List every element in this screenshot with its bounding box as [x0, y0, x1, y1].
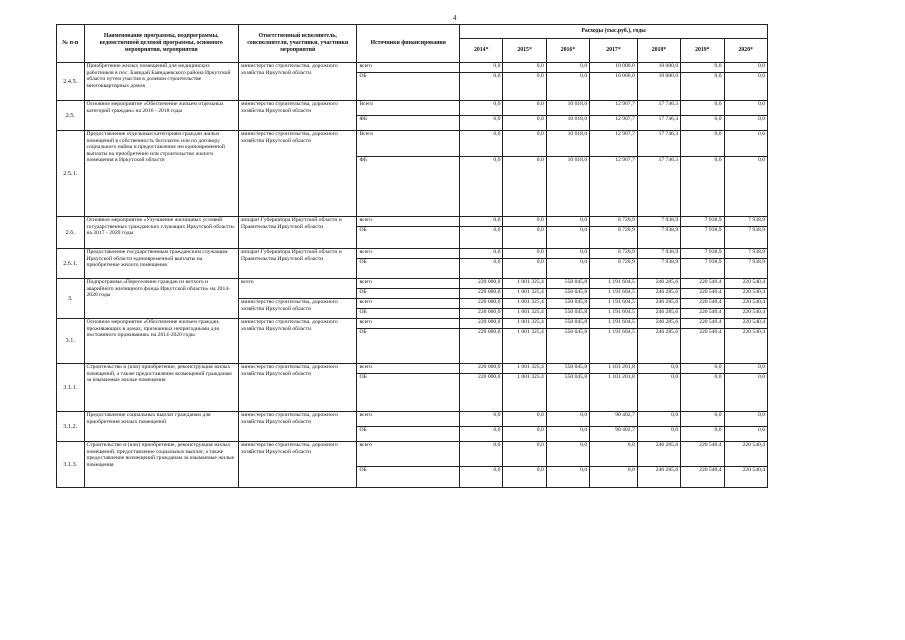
row-value: 1 191 604,5	[590, 319, 638, 329]
row-source: всего	[357, 412, 460, 427]
row-name: Приобретение жилых помещений для медицинских работников в пос. Баяндай Баяндаевского района Иркутской области путем участия в долевом строительстве многоквартирных домов	[84, 63, 238, 101]
table-row	[57, 319, 768, 329]
row-value: 1 001 325,4	[503, 364, 546, 374]
row-value: 550 045,8	[546, 374, 589, 412]
row-value: 220 540,4	[724, 319, 767, 329]
row-value: 17 746,3	[637, 116, 680, 131]
row-value: 220 540,4	[724, 279, 767, 289]
row-value: 0,0	[460, 442, 503, 467]
row-value: 0,0	[460, 101, 503, 116]
row-value: 246 285,6	[637, 299, 680, 309]
row-source: всего	[357, 279, 460, 289]
row-responsible: всего	[238, 279, 356, 299]
row-value: 1 191 604,5	[590, 299, 638, 309]
row-value: 0,0	[503, 227, 546, 249]
row-value: 0,0	[460, 157, 503, 217]
row-value: 246 285,6	[637, 442, 680, 467]
row-value: 246 285,6	[637, 309, 680, 319]
row-value: 7 938,9	[724, 259, 767, 279]
row-source: всего	[357, 364, 460, 374]
row-value: 0,0	[724, 101, 767, 116]
row-source: ОБ	[357, 227, 460, 249]
row-value: 246 285,6	[637, 319, 680, 329]
row-source: ФБ	[357, 116, 460, 131]
row-value: 0,0	[546, 217, 589, 227]
table-row	[57, 217, 768, 227]
row-value: 0,0	[590, 442, 638, 467]
header-year: 2020*	[724, 39, 767, 63]
row-value: 0,0	[503, 157, 546, 217]
row-code: 3.	[57, 279, 85, 319]
row-value: 246 285,6	[637, 289, 680, 299]
row-value: 220 540,4	[724, 289, 767, 299]
row-name: Основное мероприятие «Обеспечение жильем граждан, проживающих в домах, признанных непригодными для постоянного проживания» на 2014-2020 годы	[84, 319, 238, 364]
row-value: 220 540,4	[681, 319, 724, 329]
row-value: 0,0	[681, 63, 724, 73]
row-value: 220 540,4	[681, 442, 724, 467]
row-value: 1 101 201,8	[590, 364, 638, 374]
row-value: 0,0	[503, 131, 546, 157]
row-value: 0,0	[546, 259, 589, 279]
row-value: 0,0	[546, 427, 589, 442]
row-value: 0,0	[681, 412, 724, 427]
row-source: Всего	[357, 131, 460, 157]
row-code: 2.5.1.	[57, 131, 85, 217]
row-value: 550 045,8	[546, 364, 589, 374]
row-value: 0,0	[590, 467, 638, 488]
row-source: всего	[357, 63, 460, 73]
row-value: 7 938,9	[637, 217, 680, 227]
row-value: 0,0	[460, 259, 503, 279]
row-name: Строительство и (или) приобретение, реконструкция жилых помещений, предоставление социальных выплат, а также предоставление возмещений гражданам за изымаемые жилые помещения	[84, 442, 238, 488]
row-value: 12 907,7	[590, 101, 638, 116]
row-value: 0,0	[724, 63, 767, 73]
table-row	[57, 101, 768, 116]
row-value: 0,0	[460, 427, 503, 442]
row-value: 0,0	[503, 116, 546, 131]
row-value: 1 001 325,4	[503, 329, 546, 364]
row-value: 550 045,8	[546, 319, 589, 329]
row-value: 0,0	[637, 427, 680, 442]
row-value: 0,0	[637, 374, 680, 412]
row-value: 220 540,4	[681, 467, 724, 488]
row-code: 3.1.	[57, 319, 85, 364]
row-value: 1 001 325,4	[503, 319, 546, 329]
row-source: ОБ	[357, 309, 460, 319]
row-code: 3.1.1.	[57, 364, 85, 412]
row-value: 0,0	[546, 63, 589, 73]
row-value: 0,0	[460, 131, 503, 157]
row-value: 0,0	[503, 467, 546, 488]
row-value: 246 285,6	[637, 467, 680, 488]
row-value: 1 001 325,4	[503, 299, 546, 309]
row-value: 220 540,4	[681, 279, 724, 289]
row-value: 0,0	[503, 63, 546, 73]
row-value: 0,0	[724, 427, 767, 442]
row-value: 1 191 604,5	[590, 329, 638, 364]
row-value: 0,0	[681, 73, 724, 101]
header-source: Источники финансирования	[357, 25, 460, 63]
row-value: 0,0	[546, 412, 589, 427]
row-code: 3.1.3.	[57, 442, 85, 488]
row-value: 220 000,0	[460, 329, 503, 364]
row-value: 0,0	[681, 374, 724, 412]
row-value: 1 191 604,5	[590, 309, 638, 319]
row-value: 0,0	[681, 364, 724, 374]
row-name: Предоставление социальных выплат гражданам для приобретения жилых помещений	[84, 412, 238, 442]
row-value: 0,0	[503, 427, 546, 442]
row-value: 8 720,9	[590, 217, 638, 227]
row-name: Основное мероприятие «Обеспечение жильем отдельных категорий граждан» на 2016 - 2018 годы	[84, 101, 238, 131]
row-value: 550 045,8	[546, 309, 589, 319]
row-value: 0,0	[546, 227, 589, 249]
row-value: 220 000,0	[460, 299, 503, 309]
row-value: 0,0	[681, 131, 724, 157]
row-responsible: министерство строительства, дорожного хозяйства Иркутской области	[238, 63, 356, 101]
row-value: 1 001 325,4	[503, 309, 546, 319]
row-responsible: министерство строительства, дорожного хозяйства Иркутской области	[238, 442, 356, 488]
row-value: 8 720,9	[590, 227, 638, 249]
row-value: 550 045,8	[546, 299, 589, 309]
row-value: 1 191 604,5	[590, 289, 638, 299]
row-value: 17 746,3	[637, 101, 680, 116]
row-source: всего	[357, 299, 460, 309]
row-value: 0,0	[460, 217, 503, 227]
page-number: 4	[453, 14, 457, 22]
row-responsible: аппарат Губернатора Иркутской области и Правительства Иркутской области	[238, 217, 356, 249]
header-name: Наименование программы, подпрограммы, ведомственной целевой программы, основного мероприятия, мероприятия	[84, 25, 238, 63]
row-source: ОБ	[357, 374, 460, 412]
row-value: 12 907,7	[590, 131, 638, 157]
row-value: 0,0	[724, 73, 767, 101]
row-value: 220 000,0	[460, 364, 503, 374]
row-value: 246 285,6	[637, 329, 680, 364]
row-value: 220 540,4	[724, 442, 767, 467]
row-value: 1 191 604,5	[590, 279, 638, 289]
row-value: 0,0	[460, 412, 503, 427]
row-value: 0,0	[460, 116, 503, 131]
row-value: 0,0	[503, 217, 546, 227]
row-code: 2.4.5.	[57, 63, 85, 101]
header-year: 2015*	[503, 39, 546, 63]
row-value: 1 001 325,4	[503, 289, 546, 299]
row-value: 10 000,0	[590, 73, 638, 101]
row-value: 220 000,0	[460, 289, 503, 299]
row-value: 8 720,9	[590, 259, 638, 279]
row-value: 0,0	[460, 63, 503, 73]
row-value: 7 938,9	[681, 227, 724, 249]
row-value: 0,0	[503, 73, 546, 101]
row-value: 7 938,9	[724, 217, 767, 227]
row-value: 1 101 201,8	[590, 374, 638, 412]
row-source: Всего	[357, 101, 460, 116]
row-source: всего	[357, 442, 460, 467]
row-value: 220 000,0	[460, 319, 503, 329]
row-value: 12 907,7	[590, 157, 638, 217]
row-value: 0,0	[637, 364, 680, 374]
expenses-table	[56, 24, 768, 488]
row-code: 3.1.2.	[57, 412, 85, 442]
row-value: 0,0	[681, 157, 724, 217]
row-source: ОБ	[357, 289, 460, 299]
row-code: 2.6.	[57, 217, 85, 249]
row-value: 0,0	[681, 427, 724, 442]
row-source: ОБ	[357, 427, 460, 442]
row-value: 0,0	[460, 249, 503, 259]
row-value: 10 018,0	[546, 157, 589, 217]
row-value: 10 000,0	[590, 63, 638, 73]
row-value: 10 018,0	[546, 131, 589, 157]
row-name: Подпрограмма «Переселение граждан из ветхого и аварийного жилищного фонда Иркутской области» на 2014-2020 годы	[84, 279, 238, 319]
header-expenses: Расходы (тыс.руб.), годы	[460, 25, 768, 39]
header-year: 2019*	[681, 39, 724, 63]
row-value: 90 402,7	[590, 412, 638, 427]
row-value: 0,0	[503, 101, 546, 116]
row-source: ОБ	[357, 329, 460, 364]
row-value: 220 000,0	[460, 374, 503, 412]
row-value: 17 746,3	[637, 157, 680, 217]
header-year: 2016*	[546, 39, 589, 63]
row-source: ОБ	[357, 467, 460, 488]
row-value: 10 018,0	[546, 116, 589, 131]
row-value: 550 045,8	[546, 329, 589, 364]
header-num: № п-п	[57, 25, 85, 63]
row-value: 220 540,4	[681, 299, 724, 309]
row-value: 220 540,4	[681, 329, 724, 364]
row-value: 7 938,9	[637, 227, 680, 249]
row-value: 550 045,8	[546, 289, 589, 299]
row-source: всего	[357, 217, 460, 227]
row-value: 0,0	[460, 227, 503, 249]
table-row	[57, 63, 768, 73]
row-source: всего	[357, 249, 460, 259]
row-responsible: министерство строительства, дорожного хозяйства Иркутской области	[238, 364, 356, 412]
row-value: 0,0	[724, 116, 767, 131]
row-code: 2.6.1.	[57, 249, 85, 279]
row-value: 90 402,7	[590, 427, 638, 442]
header-year: 2017*	[590, 39, 638, 63]
row-value: 0,0	[460, 73, 503, 101]
row-value: 220 540,4	[724, 329, 767, 364]
row-value: 10 000,0	[637, 73, 680, 101]
row-value: 17 746,3	[637, 131, 680, 157]
table-row	[57, 364, 768, 374]
table-row	[57, 131, 768, 157]
row-value: 10 018,0	[546, 101, 589, 116]
header-year: 2014*	[460, 39, 503, 63]
row-value: 7 938,9	[681, 249, 724, 259]
row-value: 220 000,0	[460, 279, 503, 289]
row-value: 7 938,9	[681, 259, 724, 279]
row-value: 220 540,4	[681, 309, 724, 319]
row-value: 7 938,9	[724, 227, 767, 249]
row-responsible: аппарат Губернатора Иркутской области и Правительства Иркутской области	[238, 249, 356, 279]
row-value: 220 000,0	[460, 309, 503, 319]
row-value: 7 938,9	[637, 249, 680, 259]
row-value: 0,0	[546, 249, 589, 259]
row-value: 0,0	[724, 412, 767, 427]
row-source: ОБ	[357, 73, 460, 101]
row-value: 0,0	[503, 442, 546, 467]
row-value: 0,0	[681, 101, 724, 116]
row-value: 0,0	[503, 249, 546, 259]
row-value: 0,0	[546, 442, 589, 467]
row-value: 0,0	[724, 364, 767, 374]
header-responsible: Ответственный исполнитель, соисполнители, участники, участники мероприятий	[238, 25, 356, 63]
row-value: 550 045,8	[546, 279, 589, 289]
row-responsible: министерство строительства, дорожного хозяйства Иркутской области	[238, 101, 356, 131]
row-value: 12 907,7	[590, 116, 638, 131]
row-value: 0,0	[460, 467, 503, 488]
row-value: 8 720,9	[590, 249, 638, 259]
row-value: 0,0	[546, 467, 589, 488]
header-year: 2018*	[637, 39, 680, 63]
row-responsible: министерство строительства, дорожного хозяйства Иркутской области	[238, 131, 356, 217]
row-name: Основное мероприятие «Улучшение жилищных условий государственных гражданских служащих Иркутской области» на 2017 - 2020 годы	[84, 217, 238, 249]
row-responsible: министерство строительства, дорожного хозяйства Иркутской области	[238, 319, 356, 364]
row-value: 0,0	[724, 157, 767, 217]
row-source: всего	[357, 319, 460, 329]
row-value: 0,0	[724, 374, 767, 412]
row-value: 7 938,9	[724, 249, 767, 259]
row-value: 0,0	[503, 412, 546, 427]
row-value: 246 285,6	[637, 279, 680, 289]
table-row	[57, 249, 768, 259]
row-responsible: министерство строительства, дорожного хозяйства Иркутской области	[238, 412, 356, 442]
row-value: 220 540,4	[724, 467, 767, 488]
row-name: Предоставление отдельным категориям граждан жилых помещений в собственность бесплатно или по договору социального найма и предоставление им единовременной выплаты на приобретение или строительство жилого помещения в Иркутской области	[84, 131, 238, 217]
row-value: 220 540,4	[724, 299, 767, 309]
row-value: 0,0	[724, 131, 767, 157]
row-value: 0,0	[637, 412, 680, 427]
row-value: 0,0	[546, 73, 589, 101]
row-value: 0,0	[681, 116, 724, 131]
row-value: 10 000,0	[637, 63, 680, 73]
row-value: 220 540,4	[681, 289, 724, 299]
row-value: 0,0	[503, 259, 546, 279]
row-value: 1 001 325,4	[503, 279, 546, 289]
row-value: 7 938,9	[681, 217, 724, 227]
row-name: Предоставление государственным гражданским служащим Иркутской области единовременной выплаты на приобретение жилого помещения	[84, 249, 238, 279]
row-name: Строительство и (или) приобретение, реконструкция жилых помещений, а также предоставление возмещений гражданам за изымаемые жилые помещения	[84, 364, 238, 412]
row-source: ФБ	[357, 157, 460, 217]
row-code: 2.5.	[57, 101, 85, 131]
table-row	[57, 412, 768, 427]
row-value: 220 540,4	[724, 309, 767, 319]
table-row	[57, 279, 768, 289]
row-value: 7 938,9	[637, 259, 680, 279]
row-responsible: министерство строительства, дорожного хозяйства Иркутской области	[238, 299, 356, 319]
row-source: ОБ	[357, 259, 460, 279]
row-value: 1 001 325,4	[503, 374, 546, 412]
table-row	[57, 442, 768, 467]
